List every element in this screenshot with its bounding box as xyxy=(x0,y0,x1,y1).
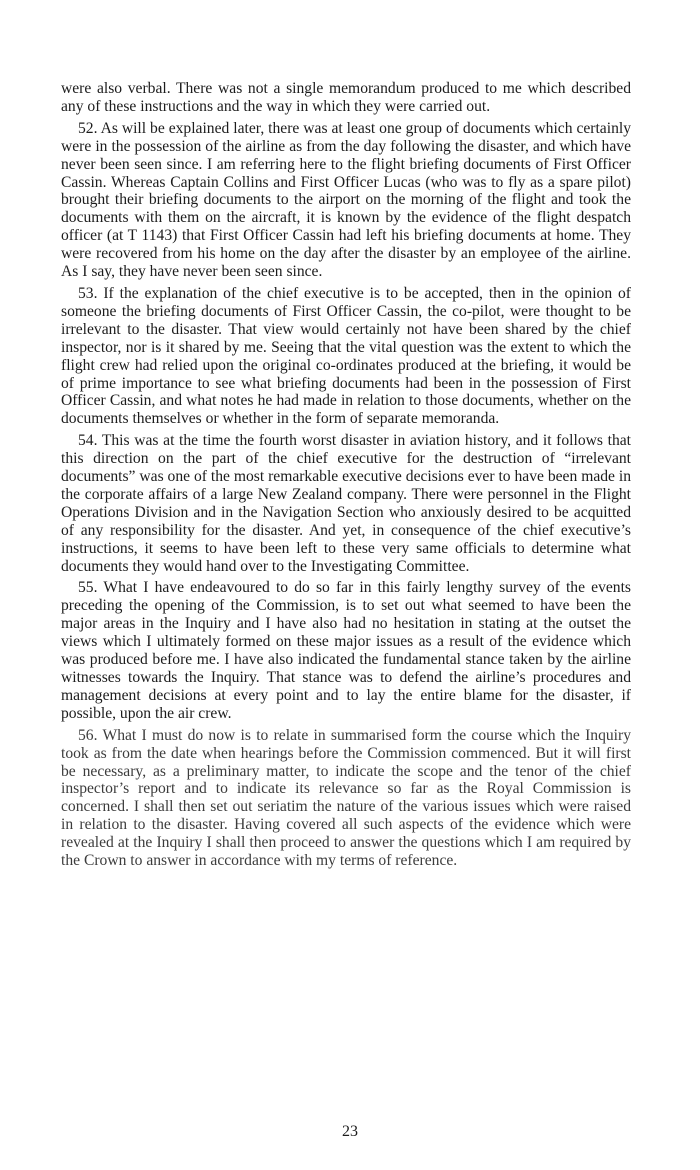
page-number: 23 xyxy=(342,1123,358,1140)
paragraph-53: 53. If the explanation of the chief executive is to be accepted, then in the opinion of someone the briefing documents of First Officer Cassin, the co-pilot, were thought to be irrelevant to the disaster. That view would certainly not have been shared by the chief inspector, nor is it shared by me. Seeing that the vital question was the extent to which the flight crew had relied upon the original co-ordinates produced at the briefing, it would be of prime importance to see what briefing documents had been in the possession of First Officer Cassin, and what notes he had made in relation to those documents, whether on the documents themselves or whether in the form of separate memoranda. xyxy=(61,284,631,428)
paragraph-56: 56. What I must do now is to relate in summarised form the course which the Inquiry took as from the date when hearings before the Commission commenced. But it will first be necessary, as a preliminary matter, to indicate the scope and the tenor of the chief inspector’s report and to indicate its relevance so far as the Royal Commission is concerned. I shall then set out seriatim the nature of the various issues which were raised in relation to the disaster. Having covered all such aspects of the evidence which were revealed at the Inquiry I shall then proceed to answer the questions which I am required by the Crown to answer in accordance with my terms of reference. xyxy=(61,726,631,870)
paragraph-54: 54. This was at the time the fourth worst disaster in aviation history, and it follows that this direction on the part of the chief executive for the destruction of “irrelevant documents” was one of the most remarkable executive decisions ever to have been made in the corporate affairs of a large New Zealand company. There were personnel in the Flight Operations Division and in the Navigation Section who anxiously desired to be acquitted of any responsibility for the disaster. And yet, in consequence of the chief executive’s instructions, it seems to have been left to these very same officials to determine what documents they would hand over to the Investigating Committee. xyxy=(61,432,631,575)
paragraph-continuation: were also verbal. There was not a single memorandum produced to me which described any of these instructions and the way in which they were carried out. xyxy=(61,80,631,115)
paragraph-55: 55. What I have endeavoured to do so far in this fairly lengthy survey of the events preceding the opening of the Commission, is to set out what seemed to have been the major areas in the Inquiry and I have also had no hesitation in stating at the outset the views which I ultimately formed on these major issues as a result of the evidence which was produced before me. I have also indicated the fundamental stance taken by the airline witnesses towards the Inquiry. That stance was to defend the airline’s procedures and management decisions at every point and to lay the entire blame for the disaster, if possible, upon the air crew. xyxy=(61,579,631,722)
paragraph-52: 52. As will be explained later, there was at least one group of documents which certainly were in the possession of the airline as from the day following the disaster, and which have never been seen since. I am referring here to the flight briefing documents of First Officer Cassin. Whereas Captain Collins and First Officer Lucas (who was to fly as a spare pilot) brought their briefing documents to the airport on the morning of the flight and took the documents with them on the aircraft, it is known by the evidence of the flight despatch officer (at T 1143) that First Officer Cassin had left his briefing documents at home. They were recovered from his home on the day after the disaster by an employee of the airline. As I say, they have never been seen since. xyxy=(61,119,631,281)
document-page xyxy=(61,80,631,874)
